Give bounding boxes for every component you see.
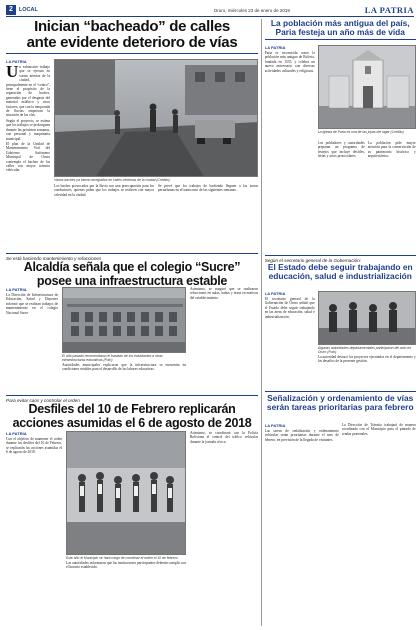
article-bacheado (6, 19, 258, 56)
article1-body2: Según el proyecto, se estima que los trabajos se prolonguen durante las próximas semanas, con personal y maquinaria municipal. (6, 118, 50, 141)
right1-col1 (265, 45, 315, 251)
article2-headline: Alcaldía señala que el colegio “Sucre” posee una infraestructura estable (23, 260, 241, 288)
article3-body2: Las autoridades informaron que las instituciones participantes deberán cumplir con el horario establecido. (66, 561, 186, 570)
right2-caption: Algunas autoridades departamentales participaron del acto en Oruro (Foto) (317, 346, 412, 354)
article1-body5: Se prevé que los trabajos de bacheado lleguen a las zonas periurbanas en el transcurso de las siguientes semanas. (158, 184, 258, 193)
article3-caption: Este año el Municipio se hará cargo de coordinar el orden el 10 de febrero (66, 556, 178, 560)
right2-headline: El Estado debe seguir trabajando en educación, salud e industrialización (267, 262, 413, 281)
right2-byline: LA PATRIA (264, 291, 286, 296)
page-number: 2 (6, 5, 16, 15)
street-repair-photo (55, 60, 258, 177)
article2-col1 (6, 287, 58, 393)
right3-col2 (342, 423, 416, 623)
article-colegio-sucre (6, 251, 258, 288)
right3-body2: La Dirección de Tránsito trabajará de manera coordinada con el Municipio para el pintado de sendas peatonales. (341, 423, 416, 436)
article1-dropcap: U (6, 65, 19, 81)
article1-caption: Varios baches ya fueron arreglados en calles céntricas de la ciudad (Crédito) (54, 178, 170, 182)
left-column (6, 19, 257, 626)
right1-col3 (368, 141, 416, 251)
article1-byline: LA PATRIA (6, 59, 27, 64)
right2-col1 (265, 291, 315, 389)
right1-body3: La población pide mayor atención para la conservación de su patrimonio histórico y arquitectónico. (367, 141, 416, 159)
dateline: Oruro, miércoles 23 de enero de 2019 (213, 7, 290, 13)
article1-headline: Inician “bacheado” de calles ante evidente deterioro de vías (26, 18, 238, 51)
right3-col1 (265, 423, 339, 625)
church-photo (319, 46, 416, 129)
article3-col1 (6, 431, 62, 630)
article-gobernacion (265, 253, 416, 281)
right1-photo (318, 45, 416, 129)
parade-photo (67, 432, 186, 555)
article2-byline: LA PATRIA (6, 287, 27, 292)
article2-kicker: Se está haciendo mantenimiento y refacciones (6, 256, 102, 261)
article2-body2: Autoridades municipales explicaron que la infraestructura se encuentra en condiciones estables para el desarrollo de las labores educativas. (62, 363, 186, 372)
school-building-photo (63, 288, 186, 353)
right2-photo (318, 291, 416, 345)
right1-col2 (318, 141, 365, 251)
article2-body3: Asimismo, se aseguró que se realizaron refacciones en aulas, baños y áreas recreativas del establecimiento. (190, 287, 258, 300)
article3-col3 (190, 431, 258, 630)
article2-caption: El año pasado recomendaron el traslado de los estudiantes a otras infraestructuras educativas (Foto) (62, 354, 163, 362)
article2-col3 (190, 287, 258, 387)
article3-byline: LA PATRIA (6, 431, 27, 436)
section-label: LOCAL (18, 7, 38, 13)
article3-photo (66, 431, 186, 555)
article3-headline: Desfiles del 10 de Febrero replicarán acciones asumidas el 6 de agosto de 2018 (12, 402, 252, 430)
right1-headline: La población más antigua del país, Paria festeja un año más de vida (270, 18, 410, 37)
right1-byline: LA PATRIA (264, 45, 286, 50)
article1-photo (54, 59, 258, 177)
article-senalizacion (265, 389, 416, 412)
article3-photo-block (66, 431, 186, 607)
article1-body3: El plan de la Unidad de Mantenimiento Vial del Gobierno Autónomo Municipal de Oruro contempla el bacheo de las calles con mayor tránsito vehicular. (6, 141, 50, 173)
right1-photo-block (318, 45, 416, 134)
right1-body1: Paria es reconocida como la población más antigua de Bolivia, fundada en 1535, y celebra un nuevo aniversario con diversas actividades culturales y religiosas. (264, 51, 315, 73)
right3-headline: Señalización y ordenamiento de vías serán tareas prioritarias para febrero (266, 393, 414, 412)
right1-caption: La iglesia de Paria es una de las joyas del lugar (Crédito) (317, 130, 404, 134)
right2-photo-block (318, 291, 416, 383)
right2-kicker: Según el secretario general de la Gobernación: (264, 258, 362, 263)
article2-photo (62, 287, 186, 353)
article1-body4: Los baches provocados por la lluvia son una preocupación para los conductores, quienes piden que los trabajos se realicen con mayor celeridad en la ciudad. (54, 184, 154, 197)
page-header (6, 4, 414, 17)
article3-body1: Con el objetivo de mantener el orden durante los desfiles del 10 de Febrero, se replicarán las acciones asumidas el 6 de agosto de 2018. (6, 437, 62, 455)
article1-body1: n exhaustivo trabajo que se ejecuta en varias arterias de la ciudad, principalmente en el “centro”, tiene el propósito de la reparación de baches, generados por el desgaste del material asfáltico y otros factores, que con la temporada de lluvias empeoran la situación de las vías. (6, 65, 50, 118)
article1-col1 (6, 59, 50, 255)
article1-photo-block (54, 59, 258, 244)
right-column (261, 19, 414, 626)
right2-body1: El secretario general de la Gobernación de Oruro señaló que el Estado debe seguir trabajando en las áreas de educación, salud e industrialización. (264, 297, 315, 319)
masthead: LA PATRIA (364, 5, 414, 15)
right3-byline: LA PATRIA (264, 423, 286, 428)
right2-body2: La autoridad destacó los proyectos ejecutados en el departamento y los desafíos de la presente gestión. (317, 355, 416, 364)
right3-body1: Las tareas de señalización y ordenamiento vehicular serán prioritarias durante el mes de febrero, en previsión de la llegada de visitantes. (264, 429, 339, 442)
article-paria (265, 19, 416, 42)
article3-body3: Asimismo, se coordinará con la Policía Boliviana el control del tráfico vehicular durante la jornada cívica. (190, 431, 258, 444)
officials-photo (319, 292, 416, 345)
right1-body2: Los pobladores y autoridades preparan un programa de festejos que incluye desfiles, ferias y actos protocolares. (317, 141, 365, 159)
article-desfiles (6, 393, 258, 430)
article2-body1: La Dirección de Infraestructura de Educación, Salud y Deportes informó que se realizan trabajos de mantenimiento en el colegio Nacional Sucre. (6, 293, 58, 315)
article2-photo-block (62, 287, 186, 393)
article3-kicker: Para evitar caos y controlar el orden (6, 398, 80, 403)
